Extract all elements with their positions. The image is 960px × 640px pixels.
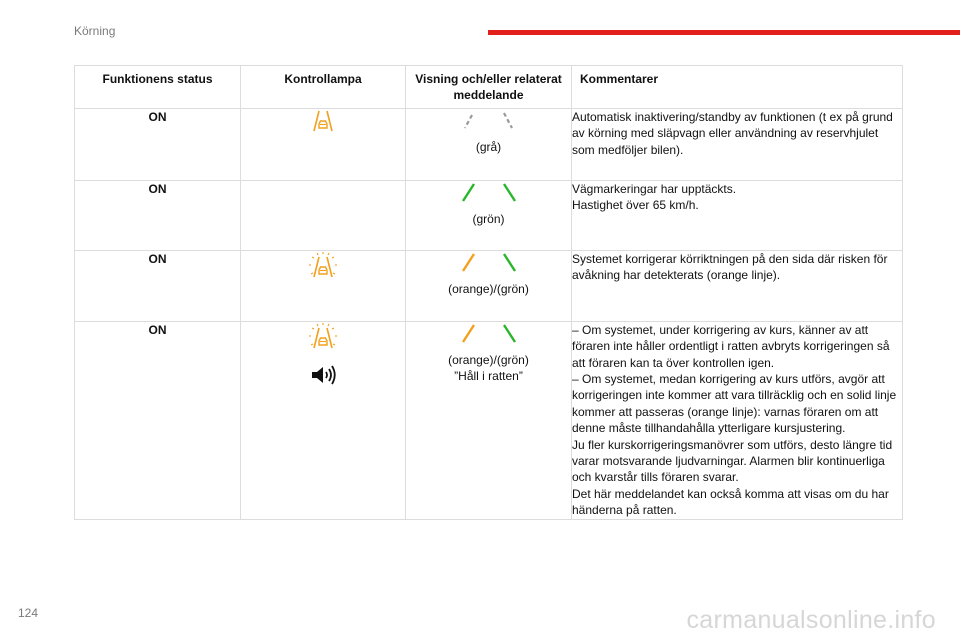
display-message: ”Håll i ratten” bbox=[454, 369, 523, 384]
status-cell: ON bbox=[75, 250, 241, 321]
display-cell bbox=[406, 321, 572, 519]
header-status: Funktionens status bbox=[75, 66, 241, 109]
display-text: (grå) bbox=[475, 139, 502, 154]
lane-assist-orange-icon bbox=[311, 109, 335, 133]
comment-cell bbox=[572, 321, 903, 519]
speaker-sound-icon bbox=[310, 364, 336, 386]
comment-text: Hastighet över 65 km/h. bbox=[572, 198, 699, 213]
comment-cell bbox=[572, 108, 903, 180]
lane-lines-orange-green-icon bbox=[459, 322, 519, 346]
comment-cell bbox=[572, 180, 903, 250]
table-row bbox=[75, 108, 903, 180]
lamp-cell-empty bbox=[241, 180, 406, 250]
comment-text: – Om systemet, medan korrigering av kurs utförs, avgör att korrigeringen inte kommer att vara tillräcklig och en solid linje kommer att passeras (orange linje): varnas föraren om att denne måste tillhandahålla ytterligare kursjustering. bbox=[572, 372, 897, 436]
table-row bbox=[75, 250, 903, 321]
display-cell bbox=[406, 108, 572, 180]
display-text: (orange)/(grön) bbox=[448, 281, 529, 296]
lamp-cell bbox=[241, 250, 406, 321]
status-cell: ON bbox=[75, 321, 241, 519]
table-row bbox=[75, 321, 903, 519]
header-comment: Kommentarer bbox=[572, 66, 903, 109]
comment-text: Det här meddelandet kan också komma att visas om du har händerna på ratten. bbox=[572, 486, 889, 518]
lamp-cell bbox=[241, 108, 406, 180]
function-status-table bbox=[74, 65, 903, 520]
header-lamp: Kontrollampa bbox=[241, 66, 406, 109]
lane-lines-green-icon bbox=[459, 181, 519, 205]
comment-text: Automatisk inaktivering/standby av funktionen (t ex på grund av körning med släpvagn eller användning av reservhjulet som medföljer bilen). bbox=[572, 109, 893, 157]
comment-text: – Om systemet, under korrigering av kurs, känner av att föraren inte håller ordentligt i ratten avbryts korrigeringen så att föraren kan ta över kontrollen igen. bbox=[572, 322, 890, 370]
header-display: Visning och/eller relaterat meddelande bbox=[406, 66, 572, 109]
comment-text: Vägmarkeringar har upptäckts. bbox=[572, 181, 737, 196]
lane-assist-active-orange-icon bbox=[308, 322, 338, 350]
comment-cell bbox=[572, 250, 903, 321]
display-cell bbox=[406, 250, 572, 321]
lane-lines-orange-green-icon bbox=[459, 251, 519, 275]
lamp-cell bbox=[241, 321, 406, 519]
page-number: 124 bbox=[18, 606, 39, 620]
lane-lines-grey-dashed-icon bbox=[459, 109, 519, 133]
display-cell bbox=[406, 180, 572, 250]
watermark[interactable]: carmanualsonline.info bbox=[686, 606, 936, 634]
comment-text: Systemet korrigerar körriktningen på den sida där risken för avåkning har detekterats (orange linje). bbox=[572, 251, 888, 283]
comment-text: Ju fler kurskorrigeringsmanövrer som utförs, desto längre tid varar motsvarande ljudvarningar. Alarmen blir kontinuerliga och kvarstår tills föraren svarar. bbox=[572, 437, 893, 485]
table-row bbox=[75, 180, 903, 250]
table-header-row bbox=[75, 66, 903, 109]
display-text: (grön) bbox=[472, 211, 505, 226]
display-text: (orange)/(grön) bbox=[448, 352, 529, 367]
section-accent-bar bbox=[488, 30, 960, 35]
section-title: Körning bbox=[74, 24, 116, 38]
status-cell: ON bbox=[75, 108, 241, 180]
lane-assist-active-orange-icon bbox=[308, 251, 338, 279]
status-cell: ON bbox=[75, 180, 241, 250]
